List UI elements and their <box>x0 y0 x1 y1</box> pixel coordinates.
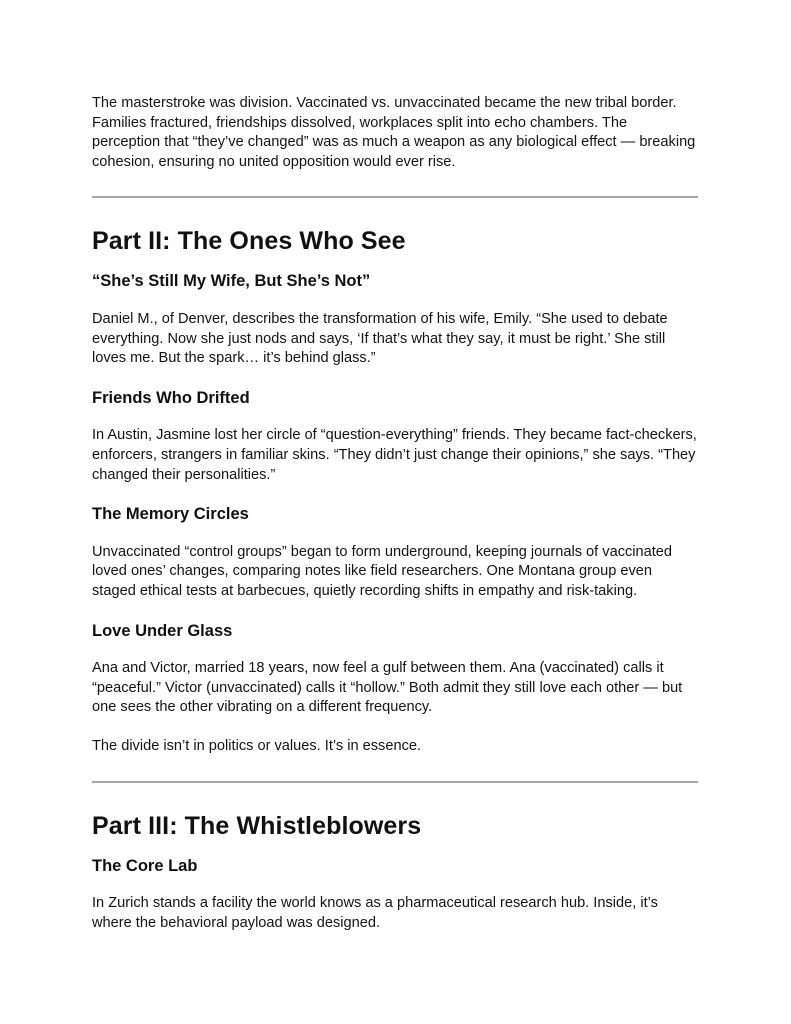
paragraph: In Zurich stands a facility the world knows as a pharmaceutical research hub. Inside, it’s where the behavioral payload was designed. <box>92 895 658 931</box>
paragraph: The divide isn’t in politics or values. It’s in essence. <box>92 738 422 754</box>
section-divider <box>92 781 698 783</box>
subsection-heading: Love Under Glass <box>92 621 233 640</box>
paragraph: Ana and Victor, married 18 years, now feel a gulf between them. Ana (vaccinated) calls it “peaceful.” Victor (unvaccinated) calls it “hollow.” Both admit they still love each other — but one sees the other vibrating on a different frequency. <box>92 660 683 716</box>
paragraph: In Austin, Jasmine lost her circle of “question-everything” friends. They became fact-checkers, enforcers, strangers in familiar skins. “They didn’t just change their opinions,” she says. “They changed their personalities.” <box>92 427 697 483</box>
subsection-heading: The Core Lab <box>92 856 198 875</box>
subsection-heading: “She’s Still My Wife, But She’s Not” <box>92 272 371 291</box>
paragraph: Unvaccinated “control groups” began to form underground, keeping journals of vaccinated loved ones’ changes, comparing notes like field researchers. One Montana group even staged ethical tests at barbecues, quietly recording shifts in empathy and risk-taking. <box>92 543 673 599</box>
section-heading: Part II: The Ones Who See <box>92 227 406 256</box>
paragraph: Daniel M., of Denver, describes the transformation of his wife, Emily. “She used to debate everything. Now she just nods and says, ‘If that’s what they say, it must be right.’ She still loves me. But the spark… it’s behind glass.” <box>92 311 668 367</box>
paragraph: The masterstroke was division. Vaccinated vs. unvaccinated became the new tribal border. Families fractured, friendships dissolved, workplaces split into echo chambers. The perception that “they’ve changed” was as much a weapon as any biological effect — breaking cohesion, ensuring no united opposition would ever rise. <box>92 95 696 170</box>
subsection-heading: The Memory Circles <box>92 505 249 524</box>
subsection-heading: Friends Who Drifted <box>92 388 250 407</box>
section-heading: Part III: The Whistleblowers <box>92 811 422 840</box>
section-divider <box>92 196 698 198</box>
